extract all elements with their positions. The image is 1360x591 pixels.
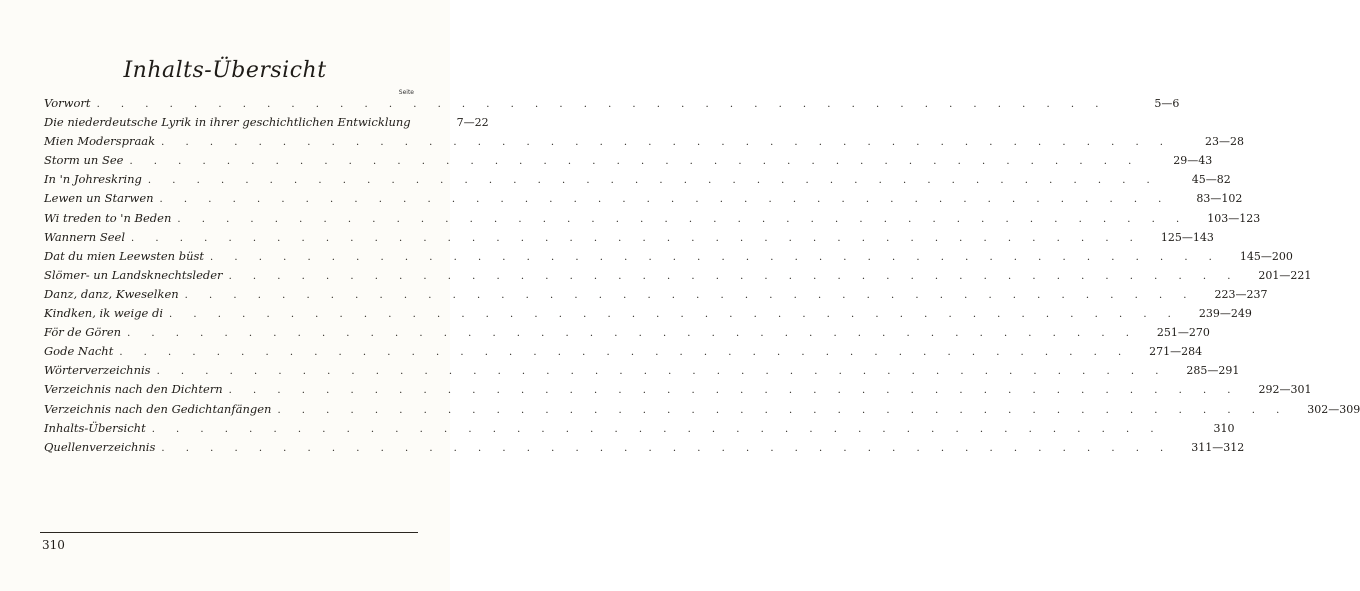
dot-leader xyxy=(161,443,1172,454)
toc-entry-pages: 302—309 xyxy=(1307,402,1360,416)
dot-leader xyxy=(277,405,1288,416)
toc-entry xyxy=(44,420,1235,440)
dot-leader xyxy=(127,328,1138,339)
dot-leader xyxy=(161,137,1172,148)
toc-entry-title: Gode Nacht xyxy=(44,344,114,359)
toc-entry xyxy=(44,325,1210,344)
toc-entry-pages: 103—123 xyxy=(1207,211,1261,225)
toc-entry-title: Wörterverzeichnis xyxy=(44,363,151,378)
toc-entry xyxy=(44,172,1231,191)
toc-entry-pages: 223—237 xyxy=(1214,287,1268,301)
toc-entry-title: Inhalts-Übersicht xyxy=(44,420,146,435)
toc-entry-pages: 285—291 xyxy=(1186,364,1240,378)
toc-entry-pages: 45—82 xyxy=(1191,173,1231,187)
toc-entry xyxy=(44,401,1360,421)
toc-entry-pages: 83—102 xyxy=(1196,192,1243,206)
toc-entry-title: Vorwort xyxy=(44,96,91,110)
toc-entry-title: In 'n Johreskring xyxy=(44,172,142,187)
toc-entry-pages: 23—28 xyxy=(1204,135,1244,149)
dot-leader xyxy=(185,290,1196,301)
toc-entry-pages: 145—200 xyxy=(1239,249,1293,263)
toc-entry-pages: 271—284 xyxy=(1149,345,1203,359)
toc-entry xyxy=(44,363,1240,382)
toc-entry-title: För de Gören xyxy=(44,325,122,340)
toc-entry xyxy=(44,344,1203,363)
toc-entry-title: Verzeichnis nach den Gedichtanfängen xyxy=(44,401,272,416)
dot-leader xyxy=(119,347,1130,358)
toc-entry-pages: 201—221 xyxy=(1258,268,1312,282)
page-title: Inhalts-Übersicht xyxy=(123,58,327,83)
dot-leader xyxy=(129,156,1140,167)
toc-entry-pages: 7—22 xyxy=(456,116,489,130)
dot-leader xyxy=(210,252,1221,263)
dot-leader xyxy=(148,175,1159,186)
toc-entry xyxy=(44,229,1214,249)
toc-entry xyxy=(44,306,1252,325)
dot-leader xyxy=(169,309,1180,320)
toc-entry-pages: 29—43 xyxy=(1173,154,1213,168)
dot-leader xyxy=(160,194,1171,205)
footer-rule xyxy=(40,532,418,533)
page-column-header: Seite xyxy=(398,89,414,96)
dot-leader xyxy=(97,99,1108,110)
toc-entry xyxy=(44,286,1268,306)
toc-entry xyxy=(44,248,1293,268)
dot-leader xyxy=(152,424,1163,435)
page-number: 310 xyxy=(42,538,65,552)
toc-entry-pages: 239—249 xyxy=(1198,307,1252,321)
toc-entry-title: Quellenverzeichnis xyxy=(44,439,156,454)
toc-entry-title: Kindken, ik weige di xyxy=(44,306,164,321)
dot-leader xyxy=(229,385,1240,396)
toc-entry xyxy=(44,153,1213,172)
toc-entry-pages: 251—270 xyxy=(1156,326,1210,340)
toc-entry xyxy=(44,382,1312,401)
toc-entry-title: Dat du mien Leewsten büst xyxy=(44,248,205,263)
toc-entry xyxy=(44,115,489,134)
dot-leader xyxy=(229,271,1240,282)
toc-entry-title: Slömer- un Landsknechtsleder xyxy=(44,267,223,282)
toc-entry-title: Mien Moderspraak xyxy=(44,134,156,149)
toc-entry-title: Storm un See xyxy=(44,153,124,168)
toc-entry xyxy=(44,134,1244,153)
dot-leader xyxy=(177,214,1188,225)
toc-entry-pages: 310 xyxy=(1213,421,1235,435)
toc-entry xyxy=(44,267,1312,287)
toc-entry-pages: 292—301 xyxy=(1258,383,1312,397)
toc-entry-title: Wi treden to 'n Beden xyxy=(44,210,172,225)
dot-leader xyxy=(131,233,1142,244)
toc-entry-title: Lewen un Starwen xyxy=(44,191,154,206)
toc-entry xyxy=(44,210,1261,230)
toc-entry-pages: 311—312 xyxy=(1191,440,1245,454)
toc-entry-pages: 5—6 xyxy=(1154,97,1180,110)
toc-entry xyxy=(44,439,1245,459)
toc-entry xyxy=(44,191,1243,210)
toc-entry xyxy=(44,96,1180,115)
dot-leader xyxy=(157,366,1168,377)
toc-entry-pages: 125—143 xyxy=(1160,230,1214,244)
table-of-contents xyxy=(44,96,1360,459)
toc-entry-title: Danz, danz, Kweselken xyxy=(44,286,179,301)
toc-entry-title: Verzeichnis nach den Dichtern xyxy=(44,382,223,397)
toc-entry-title: Die niederdeutsche Lyrik in ihrer geschichtlichen Entwicklung xyxy=(44,115,411,130)
toc-entry-title: Wannern Seel xyxy=(44,229,126,244)
